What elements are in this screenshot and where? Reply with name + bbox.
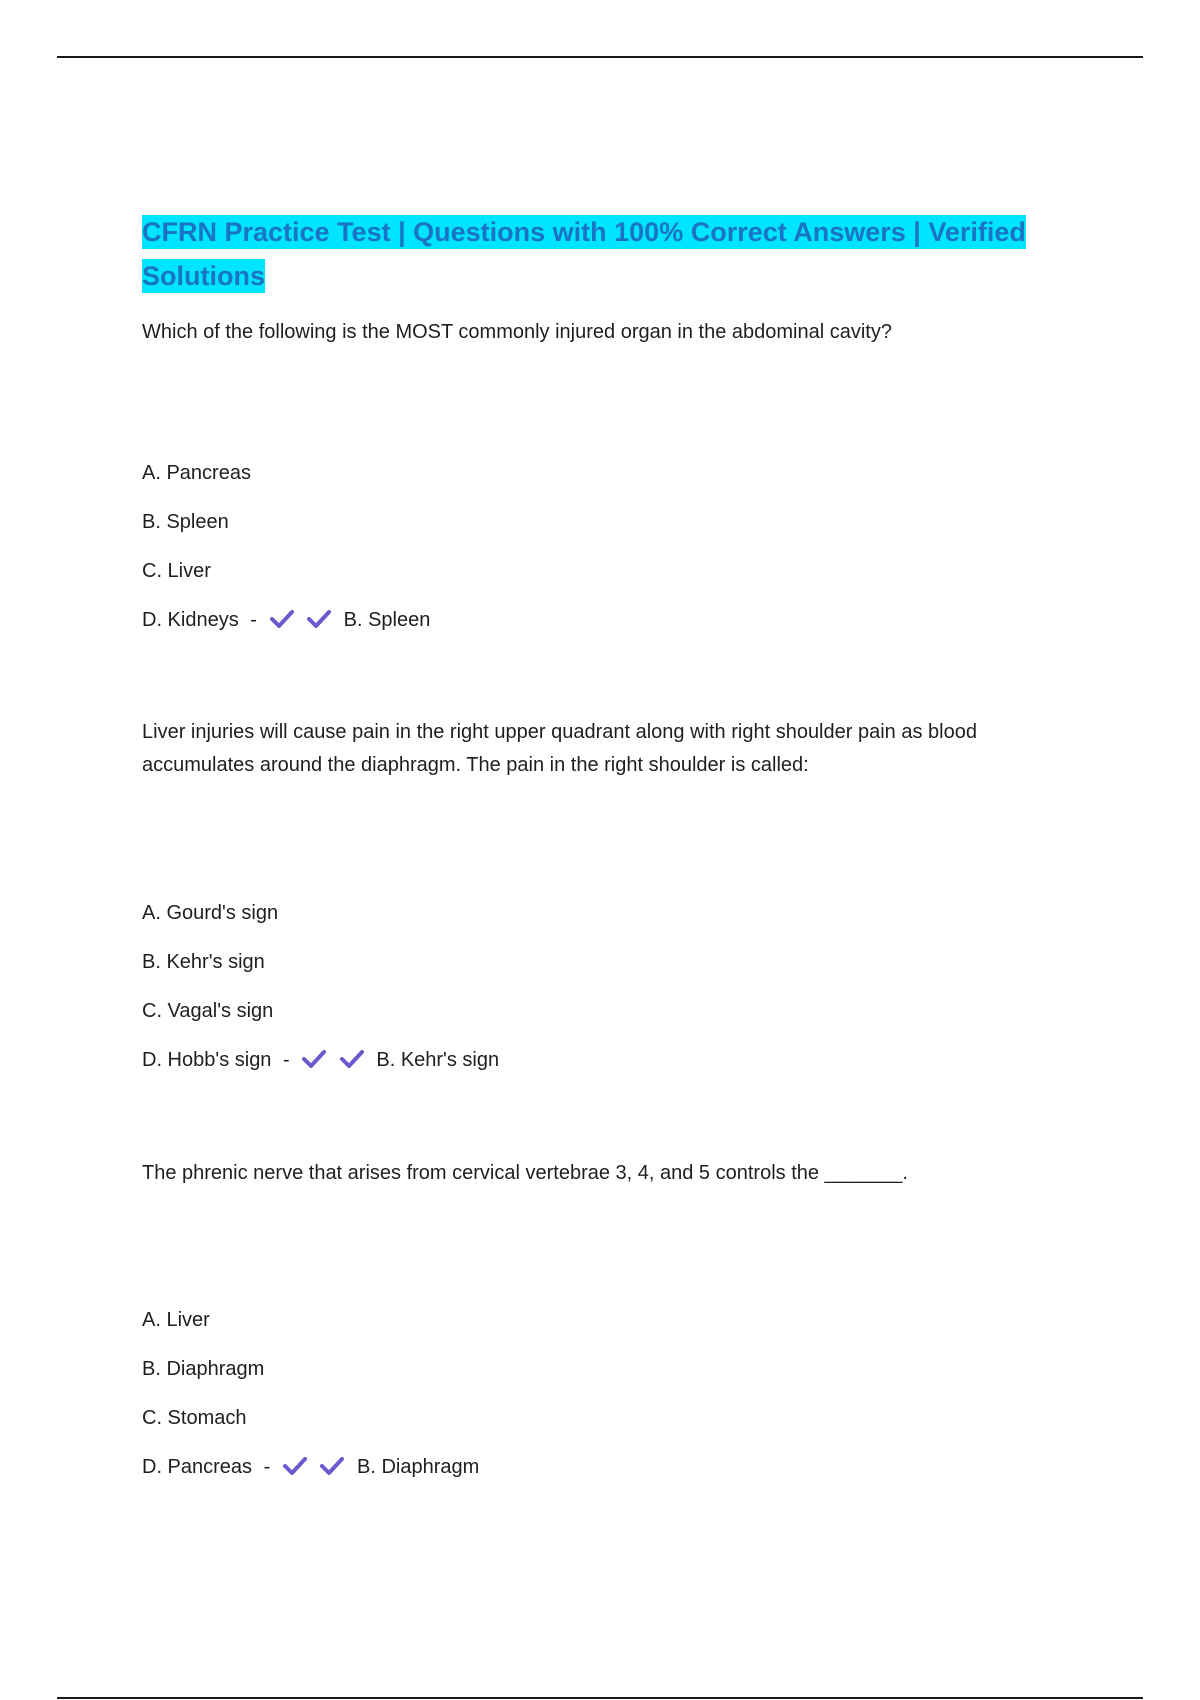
checkmark-icon bbox=[269, 608, 295, 630]
answer-separator: - bbox=[250, 609, 257, 631]
checkmark-icon bbox=[319, 1455, 345, 1477]
option-item: B. Spleen bbox=[142, 511, 229, 533]
option-item: A. Pancreas bbox=[142, 462, 251, 484]
option-with-answer bbox=[142, 1047, 1062, 1073]
options-list bbox=[142, 1307, 1062, 1480]
option-item: D. Pancreas bbox=[142, 1456, 253, 1478]
question-block bbox=[142, 316, 1062, 633]
option-item: D. Kidneys bbox=[142, 609, 239, 631]
option-item: C. Stomach bbox=[142, 1407, 247, 1429]
option-with-answer bbox=[142, 1454, 1062, 1480]
option-with-answer bbox=[142, 607, 1062, 633]
document-body bbox=[142, 210, 1062, 1480]
document-title: CFRN Practice Test | Questions with 100% Correct Answers | Verified Solutions bbox=[142, 217, 1026, 291]
correct-answer: B. Spleen bbox=[343, 609, 431, 631]
checkmark-icon bbox=[306, 608, 332, 630]
options-list bbox=[142, 900, 1062, 1073]
checkmark-icon bbox=[301, 1048, 327, 1070]
header-rule bbox=[57, 56, 1143, 58]
question-block bbox=[142, 716, 1062, 1073]
question-text: Liver injuries will cause pain in the right upper quadrant along with right shoulder pain as blood accumulates around the diaphragm. The pain in the right shoulder is called: bbox=[142, 721, 977, 776]
option-item: B. Diaphragm bbox=[142, 1358, 265, 1380]
option-item: B. Kehr's sign bbox=[142, 951, 265, 973]
footer-rule bbox=[57, 1697, 1143, 1699]
options-list bbox=[142, 460, 1062, 633]
option-item: D. Hobb's sign bbox=[142, 1049, 272, 1071]
option-item: A. Liver bbox=[142, 1309, 210, 1331]
correct-answer: B. Kehr's sign bbox=[376, 1049, 500, 1071]
question-block bbox=[142, 1157, 1062, 1480]
option-item: C. Vagal's sign bbox=[142, 1000, 274, 1022]
checkmark-icon bbox=[282, 1455, 308, 1477]
option-item: C. Liver bbox=[142, 560, 211, 582]
question-text: The phrenic nerve that arises from cervical vertebrae 3, 4, and 5 controls the _______. bbox=[142, 1162, 908, 1184]
correct-answer: B. Diaphragm bbox=[356, 1456, 480, 1478]
answer-separator: - bbox=[263, 1456, 271, 1478]
checkmark-icon bbox=[339, 1048, 365, 1070]
question-text: Which of the following is the MOST commonly injured organ in the abdominal cavity? bbox=[142, 321, 892, 343]
option-item: A. Gourd's sign bbox=[142, 902, 279, 924]
answer-separator: - bbox=[283, 1049, 290, 1071]
